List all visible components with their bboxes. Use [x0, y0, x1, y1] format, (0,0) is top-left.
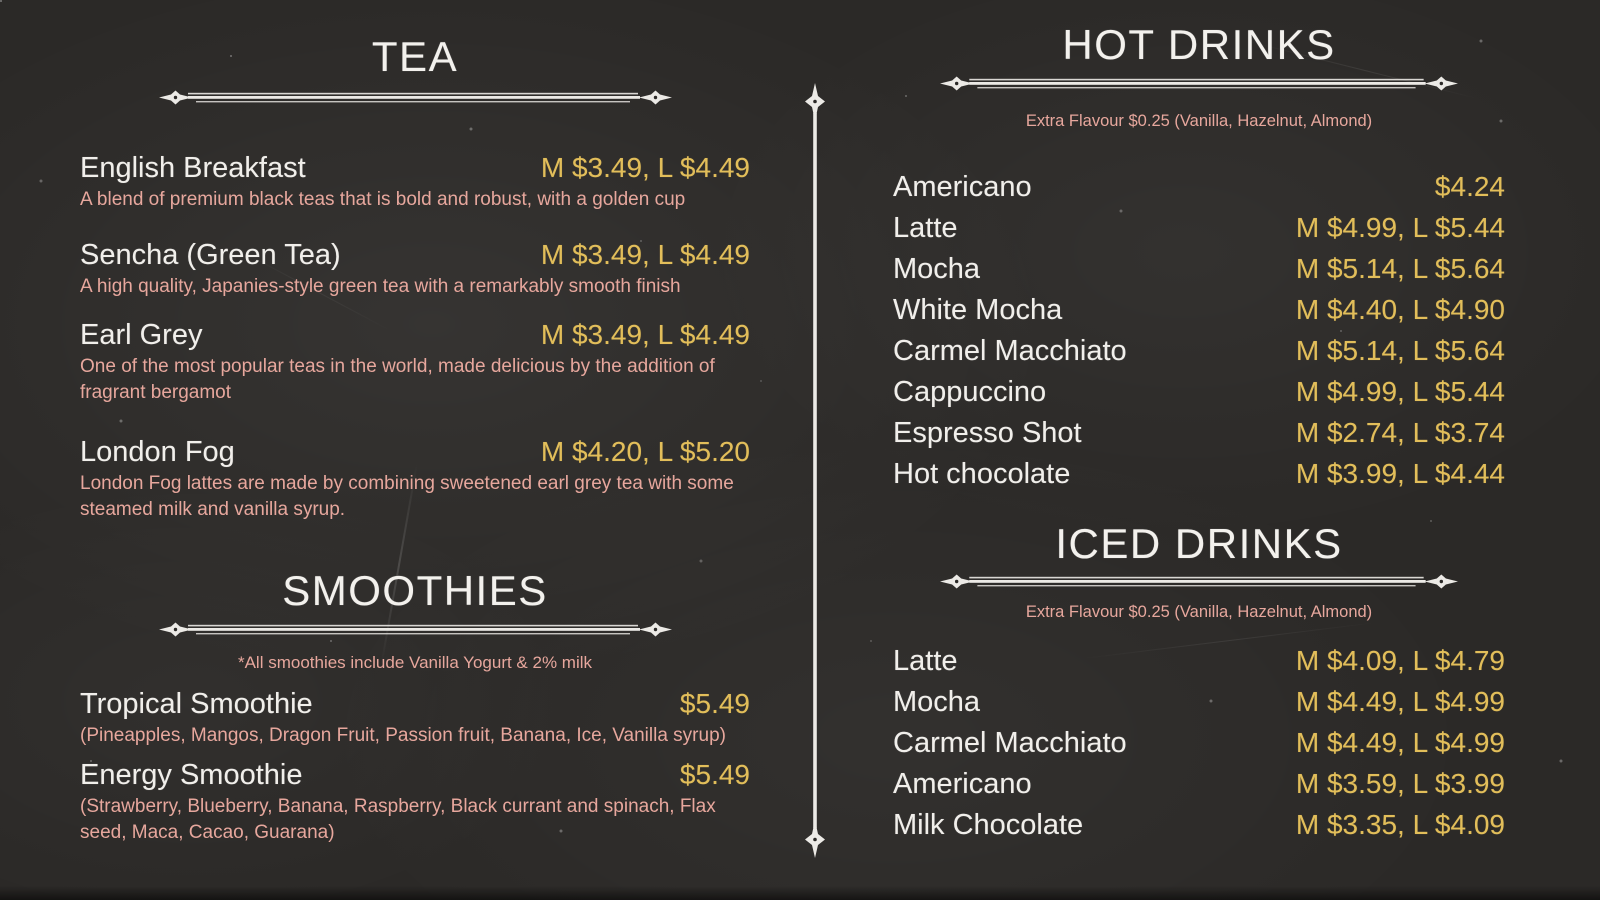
item-price: M $4.40, L $4.90: [1295, 293, 1505, 325]
item-name: London Fog: [80, 436, 235, 469]
menu-item-energy-smoothie: [80, 758, 750, 846]
drink-row: [893, 722, 1505, 763]
drink-row: [893, 412, 1505, 453]
vertical-divider-icon: [804, 83, 826, 858]
ornamental-divider-icon: [939, 76, 1459, 91]
item-price: M $3.49, L $4.49: [540, 319, 750, 351]
item-price: M $5.14, L $5.64: [1295, 252, 1505, 284]
item-name: Sencha (Green Tea): [80, 239, 341, 272]
menu-item-earl-grey: [80, 318, 750, 406]
iced-drinks-note: Extra Flavour $0.25 (Vanilla, Hazelnut, Almond): [1025, 602, 1373, 621]
item-price: M $4.20, L $5.20: [540, 436, 750, 468]
item-name: Latte: [893, 645, 958, 678]
menu-item-english-breakfast: [80, 151, 750, 213]
smoothies-note: *All smoothies include Vanilla Yogurt & 2% milk: [237, 652, 593, 672]
item-name: Americano: [893, 170, 1032, 203]
item-description: A high quality, Japanies-style green tea with a remarkably smooth finish: [80, 276, 681, 297]
item-price: M $3.59, L $3.99: [1295, 768, 1505, 800]
item-name: Energy Smoothie: [80, 758, 303, 791]
drink-row: [893, 289, 1505, 330]
drink-row: [893, 681, 1505, 722]
iced-drinks-list: [893, 640, 1505, 845]
item-price: $5.49: [679, 687, 750, 719]
item-price: M $3.35, L $4.09: [1295, 809, 1505, 841]
tea-section-title: TEA: [371, 33, 459, 80]
menu-item-london-fog: [80, 435, 750, 523]
ornamental-divider-icon: [158, 90, 673, 105]
item-price: M $4.99, L $5.44: [1295, 375, 1505, 407]
item-name: Carmel Macchiato: [893, 727, 1127, 760]
item-price: M $5.14, L $5.64: [1295, 334, 1505, 366]
drink-row: [893, 207, 1505, 248]
smoothies-section-title: SMOOTHIES: [282, 566, 548, 614]
item-description: London Fog lattes are made by combining sweetened earl grey tea with some steamed milk and vanilla syrup.: [80, 473, 734, 521]
drink-row: [893, 804, 1505, 845]
item-name: English Breakfast: [80, 152, 306, 185]
drink-row: [893, 640, 1505, 681]
item-price: M $4.49, L $4.99: [1295, 727, 1505, 759]
hot-drinks-section-title: HOT DRINKS: [1062, 21, 1336, 68]
item-price: M $3.49, L $4.49: [540, 152, 750, 184]
item-price: M $2.74, L $3.74: [1295, 416, 1505, 448]
item-name: Hot chocolate: [893, 457, 1071, 490]
right-column: [893, 0, 1505, 845]
item-name: Milk Chocolate: [893, 809, 1084, 842]
item-name: Tropical Smoothie: [80, 687, 313, 720]
menu-item-tropical-smoothie: [80, 687, 750, 749]
item-name: Latte: [893, 211, 958, 244]
item-name: Mocha: [893, 252, 981, 285]
item-name: Americano: [893, 768, 1032, 801]
ornamental-divider-icon: [939, 574, 1459, 589]
item-price: M $4.49, L $4.99: [1295, 686, 1505, 718]
hot-drinks-list: [893, 166, 1505, 494]
drink-row: [893, 763, 1505, 804]
item-name: Carmel Macchiato: [893, 334, 1127, 367]
menu-item-sencha: [80, 238, 750, 300]
iced-drinks-section-title: ICED DRINKS: [1055, 519, 1343, 567]
item-price: M $4.09, L $4.79: [1295, 645, 1505, 677]
drink-row: [893, 453, 1505, 494]
item-name: Cappuccino: [893, 375, 1047, 408]
drink-row: [893, 248, 1505, 289]
item-name: Earl Grey: [80, 319, 203, 352]
drink-row: [893, 371, 1505, 412]
item-description: One of the most popular teas in the world, made delicious by the addition of fragrant bergamot: [80, 356, 715, 404]
item-price: M $3.99, L $4.44: [1295, 457, 1505, 489]
ornamental-divider-icon: [158, 622, 673, 637]
item-name: Mocha: [893, 686, 981, 719]
left-column: [80, 0, 750, 846]
drink-row: [893, 330, 1505, 371]
item-price: $4.24: [1434, 170, 1505, 202]
item-price: $5.49: [679, 758, 750, 790]
hot-drinks-note: Extra Flavour $0.25 (Vanilla, Hazelnut, Almond): [1025, 112, 1373, 131]
item-price: M $4.99, L $5.44: [1295, 211, 1505, 243]
item-description: (Strawberry, Blueberry, Banana, Raspberry, Black currant and spinach, Flax seed, Maca, Cacao, Guarana): [80, 795, 716, 843]
item-price: M $3.49, L $4.49: [540, 239, 750, 271]
drink-row: [893, 166, 1505, 207]
item-description: (Pineapples, Mangos, Dragon Fruit, Passion fruit, Banana, Ice, Vanilla syrup): [80, 724, 726, 746]
item-name: White Mocha: [893, 293, 1063, 326]
item-name: Espresso Shot: [893, 416, 1082, 449]
item-description: A blend of premium black teas that is bold and robust, with a golden cup: [80, 188, 686, 210]
chalk-dust-texture: [0, 0, 2, 2]
